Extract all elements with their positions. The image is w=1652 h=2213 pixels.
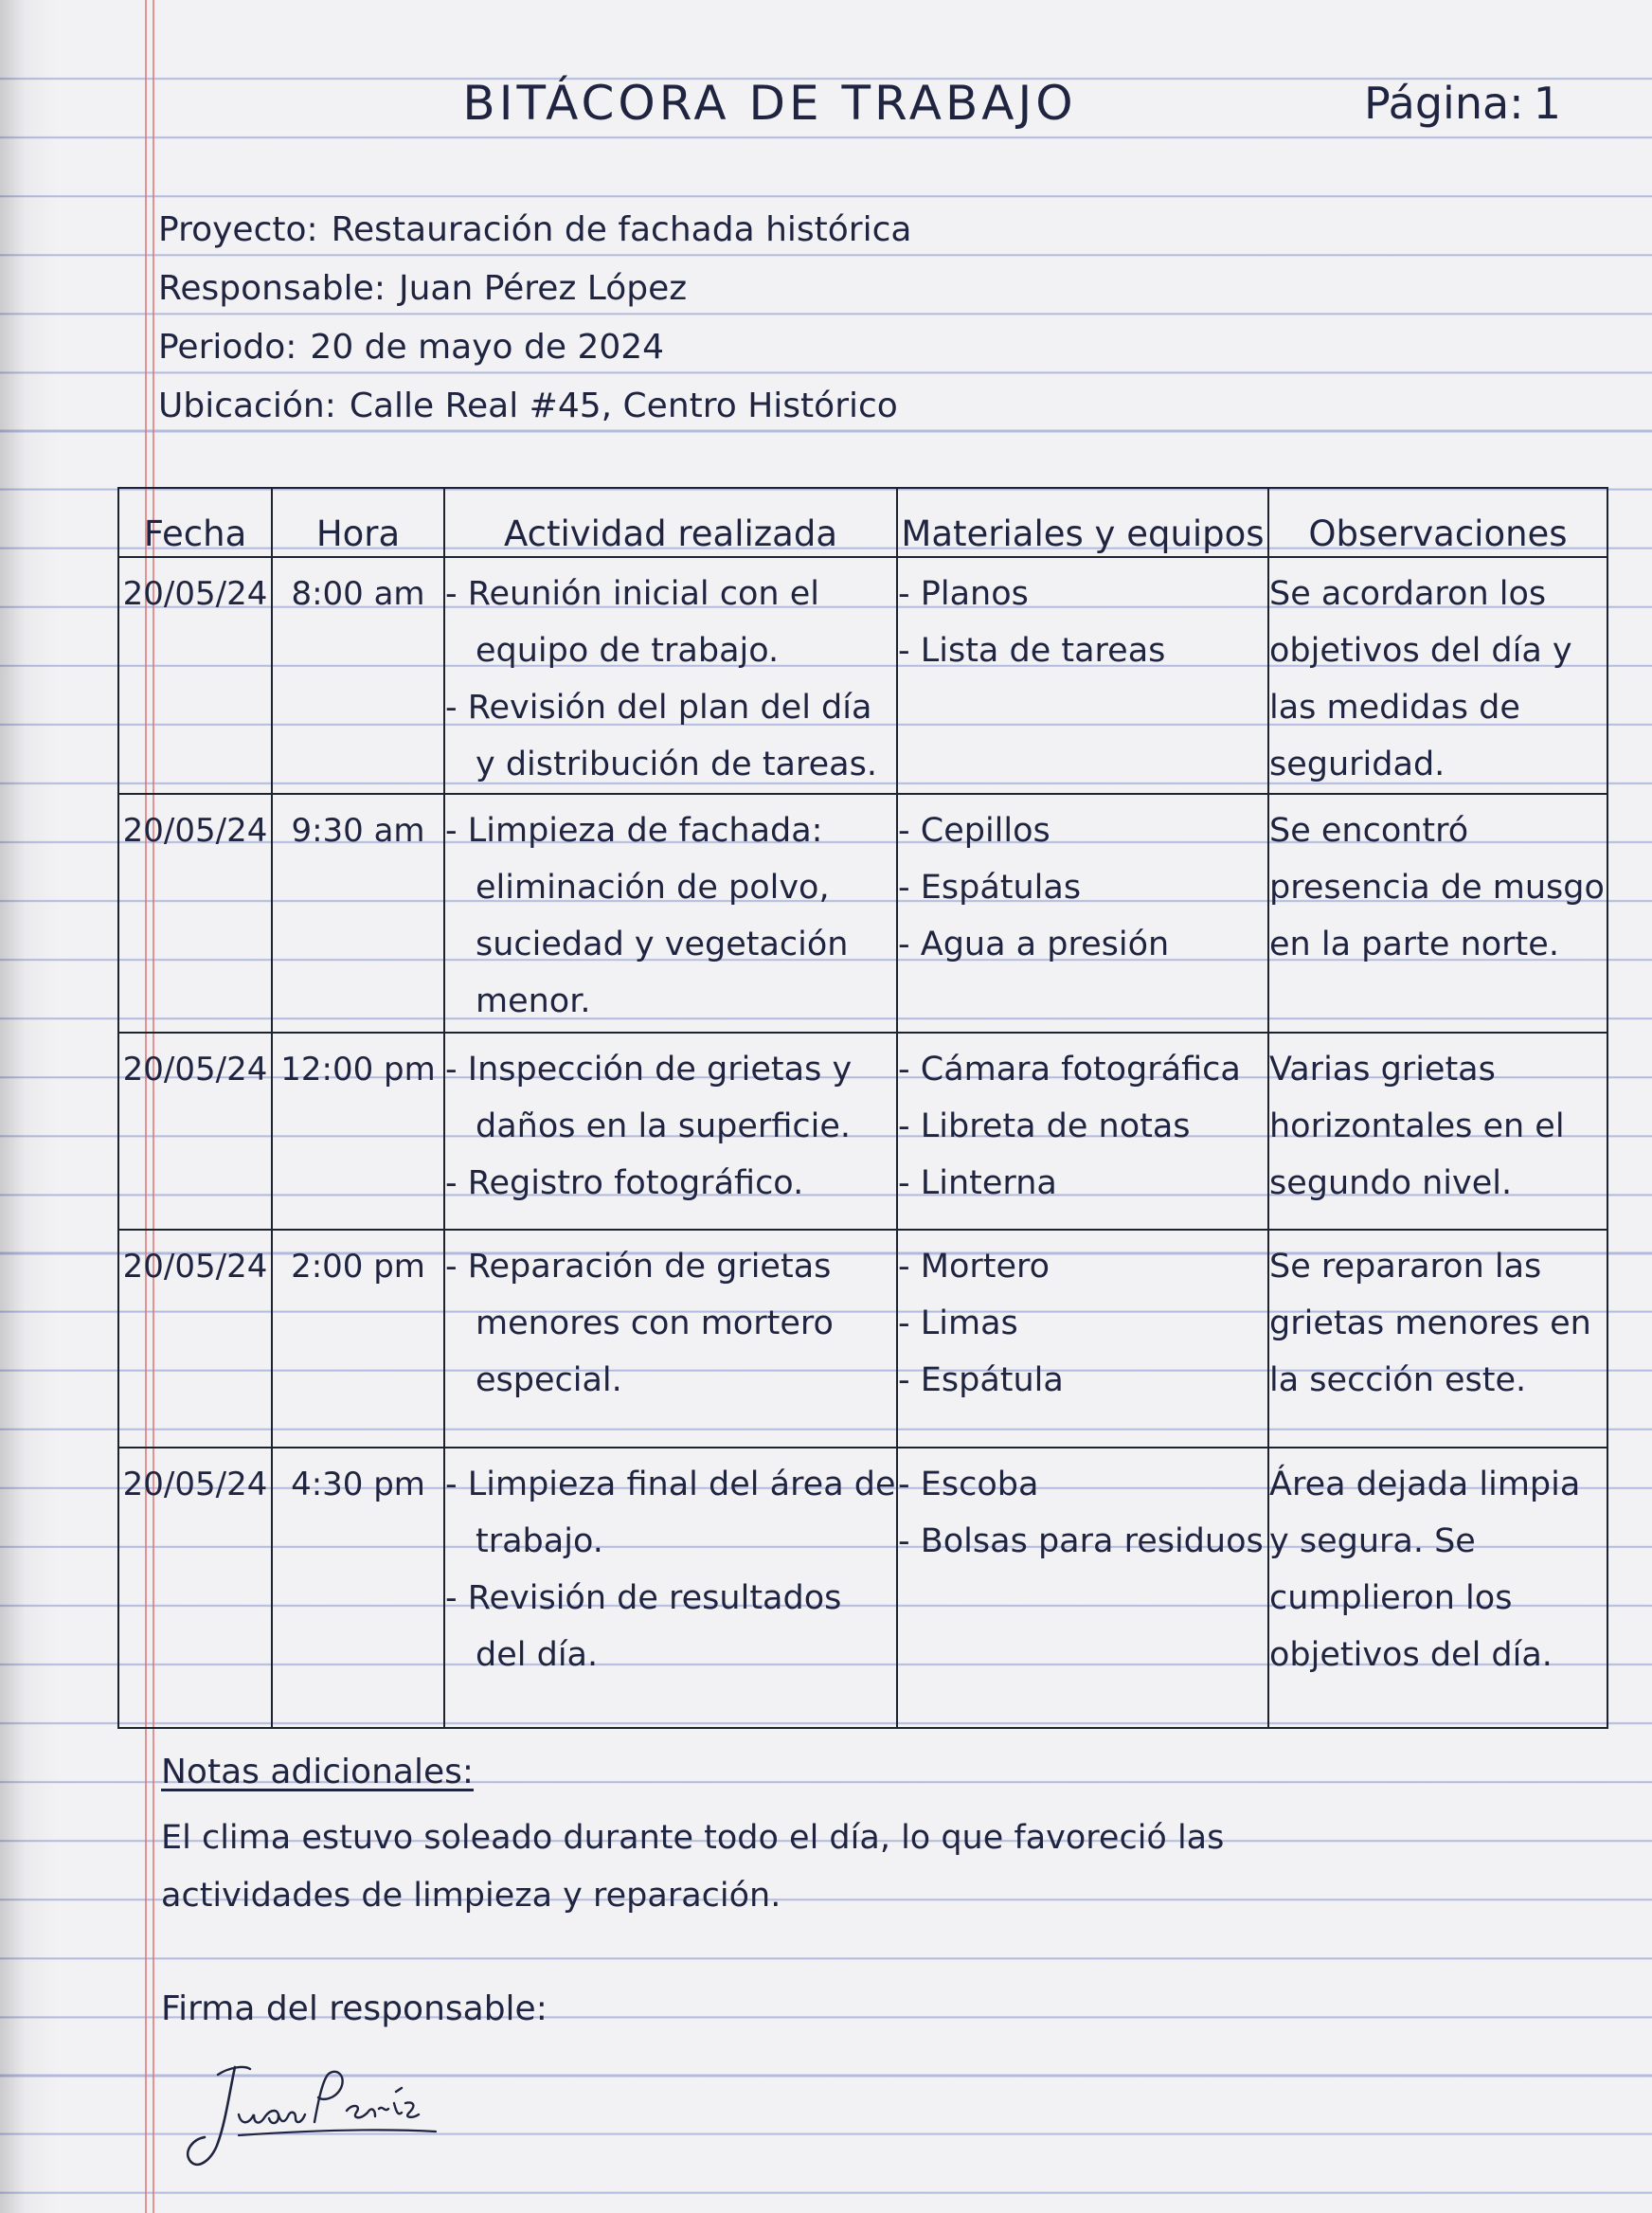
responsible-value: Juan Pérez López [398,269,688,308]
notes-heading-text: Notas adicionales: [161,1753,474,1791]
table-row [118,794,1607,1033]
responsible-label: Responsable: [158,269,386,308]
location-label: Ubicación: [158,387,336,425]
activity-item: - Inspección de grietas y daños en la superficie. [445,1051,853,1145]
activity-item: - Reparación de grietas menores con mortero especial. [445,1248,834,1399]
date-cell: 20/05/24 [118,1448,272,1728]
column-header-date: Fecha [118,488,272,557]
table-row [118,1033,1607,1230]
materials-cell [897,557,1268,794]
activity-cell [444,1033,897,1230]
project-value: Restauración de fachada histórica [331,210,912,249]
date-cell: 20/05/24 [118,794,272,1033]
responsible-line [158,269,687,308]
date-cell: 20/05/24 [118,557,272,794]
materials-cell [897,1033,1268,1230]
signature [180,2056,445,2179]
time-cell: 9:30 am [272,794,444,1033]
observations-cell: Varias grietas horizontales en el segundo nivel. [1268,1033,1607,1230]
page-title: BITÁCORA DE TRABAJO [462,76,1077,131]
period-value: 20 de mayo de 2024 [310,328,665,367]
notes-text: El clima estuvo soleado durante todo el día, lo que favoreció las actividades de limpieza y reparación. [161,1819,1225,1915]
period-line [158,328,664,367]
activity-cell [444,794,897,1033]
material-item: - Espátulas [898,869,1082,907]
date-cell: 20/05/24 [118,1230,272,1448]
activity-item: - Limpieza final del área de trabajo. [445,1466,896,1560]
period-label: Periodo: [158,328,297,367]
observations-cell: Se encontró presencia de musgo en la parte norte. [1268,794,1607,1033]
observations-cell: Área dejada limpia y segura. Se cumplieron los objetivos del día. [1268,1448,1607,1728]
materials-cell [897,1448,1268,1728]
activity-cell [444,1448,897,1728]
material-item: - Escoba [898,1466,1039,1503]
location-line [158,387,898,425]
observations-cell: Se acordaron los objetivos del día y las medidas de seguridad. [1268,557,1607,794]
activity-cell [444,1230,897,1448]
page-label: Página: [1364,78,1524,129]
materials-cell [897,1230,1268,1448]
signature-label: Firma del responsable: [161,1989,548,2028]
time-cell: 8:00 am [272,557,444,794]
page-number-value: 1 [1533,78,1561,129]
activity-item: - Limpieza de fachada: eliminación de polvo, suciedad y vegetación menor. [445,812,849,1020]
activity-log-table [117,487,1608,1729]
time-cell: 4:30 pm [272,1448,444,1728]
activity-item: - Revisión del plan del día y distribución de tareas. [445,689,877,783]
activity-item: - Reunión inicial con el equipo de trabajo. [445,575,819,670]
activity-item: - Registro fotográfico. [445,1164,804,1202]
material-item: - Limas [898,1304,1018,1342]
project-line [158,210,911,249]
column-header-observations: Observaciones [1268,488,1607,557]
activity-cell [444,557,897,794]
column-header-activity: Actividad realizada [444,488,897,557]
observations-cell: Se repararon las grietas menores en la sección este. [1268,1230,1607,1448]
time-cell: 12:00 pm [272,1033,444,1230]
time-cell: 2:00 pm [272,1230,444,1448]
material-item: - Lista de tareas [898,632,1166,670]
table-row [118,1448,1607,1728]
table-row [118,557,1607,794]
table-header-row [118,488,1607,557]
page-number [1364,78,1561,129]
column-header-materials: Materiales y equipos [897,488,1268,557]
material-item: - Mortero [898,1248,1050,1286]
material-item: - Libreta de notas [898,1107,1191,1145]
column-header-time: Hora [272,488,444,557]
material-item: - Espátula [898,1361,1064,1399]
material-item: - Linterna [898,1164,1057,1202]
material-item: - Agua a presión [898,926,1170,963]
location-value: Calle Real #45, Centro Histórico [349,387,898,425]
notes-heading [161,1753,474,1791]
materials-cell [897,794,1268,1033]
material-item: - Planos [898,575,1029,613]
material-item: - Cámara fotográfica [898,1051,1241,1089]
table-row [118,1230,1607,1448]
activity-item: - Revisión de resultados del día. [445,1579,842,1674]
date-cell: 20/05/24 [118,1033,272,1230]
material-item: - Bolsas para residuos [898,1522,1264,1560]
project-label: Proyecto: [158,210,318,249]
material-item: - Cepillos [898,812,1050,850]
